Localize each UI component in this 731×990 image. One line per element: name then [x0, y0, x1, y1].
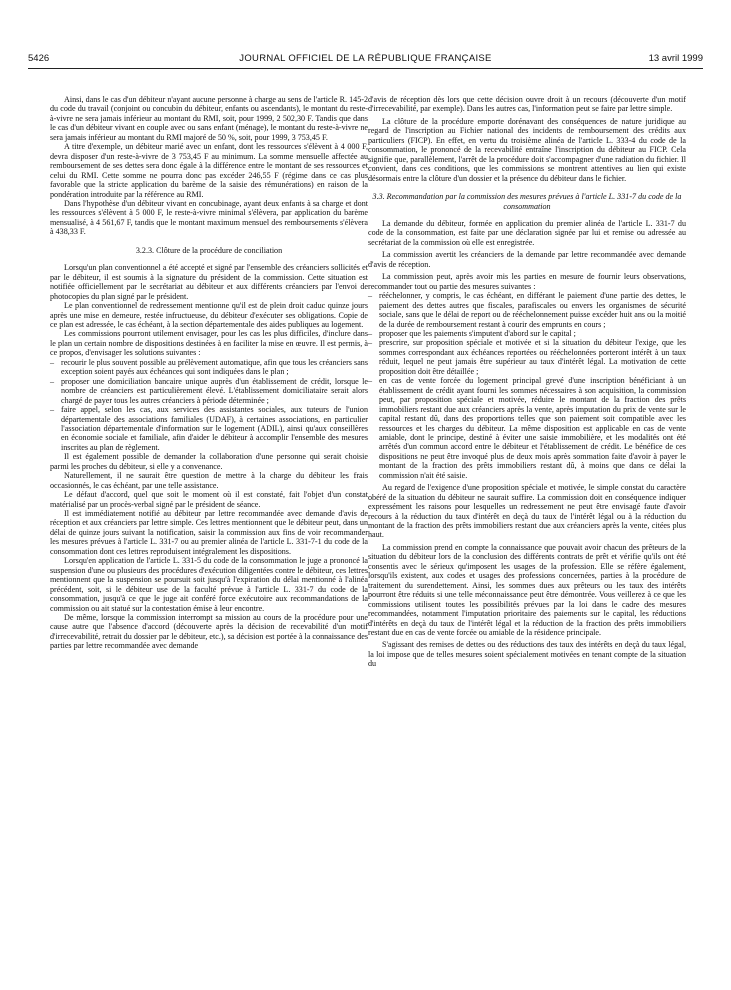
- paragraph: Dans l'hypothèse d'un débiteur vivant en concubinage, ayant deux enfants à sa charge et dont les ressources s'élèvent à 5 000 F, le reste-à-vivre minimal s'élèvera, par application du barème mensualisé, à 4 561,67 F, tandis que le montant maximum mensuel des remboursements s'élèvera à 438,33 F.: [50, 198, 368, 237]
- list-item: – rééchelonner, y compris, le cas échéant, en différant le paiement d'une partie des dettes, le paiement des dettes autres que fiscales, parafiscales ou envers les organismes de sécurité sociale, sans que le délai de report ou de rééchelonnement puisse excéder huit ans ou la moitié de la durée de remboursement restant à courir des emprunts en cours ;: [368, 291, 686, 329]
- paragraph: Au regard de l'exigence d'une proposition spéciale et motivée, le simple constat du caractère obéré de la situation du débiteur ne saurait suffire. La commission doit en conséquence indiquer expressément les raisons pour lesquelles un redressement ne peut être envisagé faute d'avoir recours à la réduction du taux d'intérêt en deçà du taux de l'intérêt légal ou à la réduction du montant de la fraction des prêts immobiliers restant due aux créanciers après la vente, citées plus haut.: [368, 483, 686, 540]
- paragraph: Les commissions pourront utilement envisager, pour les cas les plus difficiles, d'inclure dans le plan un certain nombre de dispositions destinées à en faciliter la mise en œuvre. Il est permis, à ce propos, d'envisager les solutions suivantes :: [50, 329, 368, 358]
- left-column: [50, 95, 368, 651]
- paragraph: La commission peut, après avoir mis les parties en mesure de fournir leurs observations, recommander tout ou partie des mesures suivantes :: [368, 272, 686, 291]
- paragraph: Il est également possible de demander la collaboration d'une personne qui serait choisie parmi les proches du débiteur, si elle y a convenance.: [50, 452, 368, 471]
- page-header: [28, 48, 703, 69]
- list-item: – en cas de vente forcée du logement principal grevé d'une inscription bénéficiant à un établissement de crédit ayant fourni les sommes nécessaires à son acquisition, la commission peut, par proposition spéciale et motivée, réduire le montant de la fraction des prêts immobiliers restant due aux créanciers après la vente, après imputation du prix de vente sur le capital restant dû, dans des proportions telles que son paiement soit compatible avec les ressources et les charges du débiteur. La même disposition est applicable en cas de vente amiable, dont le principe, destiné à éviter une saisie immobilière, et les modalités ont été arrêtés d'un commun accord entre le débiteur et l'établissement de crédit. Le bénéfice de ces dispositions ne peut être invoqué plus de deux mois après sommation faite d'avoir à payer le montant de la fraction des prêts immobiliers restant dû, à moins que dans ce délai la commission n'ait été saisie.: [368, 376, 686, 480]
- paragraph: Le défaut d'accord, quel que soit le moment où il est constaté, fait l'objet d'un constat matérialisé par un procès-verbal signé par le président de séance.: [50, 490, 368, 509]
- paragraph: Il est immédiatement notifié au débiteur par lettre recommandée avec demande d'avis de réception et aux créanciers par lettre simple. Ces lettres mentionnent que le débiteur peut, dans un délai de quinze jours suivant la notification, saisir la commission aux fins de voir recommander les mesures prévues à l'article L. 331-7 ou au premier alinéa de l'article L. 331-7-1 du code de la consommation dont ces lettres reproduisent intégralement les dispositions.: [50, 509, 368, 556]
- list-item: – prescrire, sur proposition spéciale et motivée et si la situation du débiteur l'exige, que les sommes correspondant aux échéances reportées ou rééchelonnées porteront intérêt à un taux réduit, lequel ne peut jamais être supérieur au taux d'intérêt légal. La motivation de cette proposition doit être détaillée ;: [368, 338, 686, 376]
- list-item: – faire appel, selon les cas, aux services des assistantes sociales, aux tuteurs de l'union départementale des associations familiales (UDAF), à certaines associations, en particulier l'association départementale d'information sur le logement (ADIL), ainsi qu'aux conseillères en économie sociale et familiale, afin d'aider le débiteur à accomplir l'ensemble des mesures inscrites au plan de règlement.: [50, 405, 368, 452]
- paragraph: La demande du débiteur, formée en application du premier alinéa de l'article L. 331-7 du code de la consommation, est faite par une déclaration signée par lui et remise ou adressée au secrétariat de la commission où elle est enregistrée.: [368, 218, 686, 247]
- paragraph: Ainsi, dans le cas d'un débiteur n'ayant aucune personne à charge au sens de l'article R. 145-2 du code du travail (conjoint ou concubin du débiteur, enfants ou ascendants), le montant du reste-à-vivre ne sera jamais inférieur au montant du RMI, soit, pour 1999, 2 502,30 F. Tandis que dans le cas d'un débiteur vivant en couple avec ou sans enfant (ménage), le montant du reste-à-vivre ne sera jamais inférieur au montant du RMI majoré de 50 %, soit, pour 1999, 3 753,45 F.: [50, 95, 368, 142]
- paragraph: S'agissant des remises de dettes ou des réductions des taux des intérêts en deçà du taux légal, la loi impose que de telles mesures soient spécialement motivées en tenant compte de la situation du: [368, 640, 686, 669]
- paragraph: La commission avertit les créanciers de la demande par lettre recommandée avec demande d'avis de réception.: [368, 250, 686, 269]
- paragraph: d'avis de réception dès lors que cette décision ouvre droit à un recours (découverte d'un motif d'irrecevabilité, par exemple). Dans les autres cas, l'information peut se faire par lettre simple.: [368, 95, 686, 114]
- paragraph: La commission prend en compte la connaissance que pouvait avoir chacun des prêteurs de la situation du débiteur lors de la conclusion des différents contrats de prêt et vérifie qu'ils ont été consentis avec le sérieux qu'imposent les usages de la profession. Elle se réfère également, lorsqu'ils existent, aux codes et usages des professions concernées, parties à la procédure de traitement du surendettement. Ainsi, les sommes dues aux prêteurs ou les taux des intérêts pourront être réduits si une telle méconnaissance peut être démontrée. Vous veillerez à ce que les commissions utilisent toutes les possibilités prévues par la loi dans le cadre des mesures recommandées, notamment l'imputation prioritaire des paiements sur le capital, les réductions d'intérêts en deçà du taux de l'intérêt légal et la réduction de la fraction des prêts immobiliers restant due en cas de vente forcée ou amiable de la résidence principale.: [368, 542, 686, 638]
- list-item: – proposer que les paiements s'imputent d'abord sur le capital ;: [368, 329, 686, 338]
- list-item: – proposer une domiciliation bancaire unique auprès d'un établissement de crédit, lorsque le nombre de créanciers est particulièrement élevé. L'établissement domiciliataire serait alors chargé de payer tous les autres créanciers à période déterminée ;: [50, 377, 368, 405]
- paragraph: Le plan conventionnel de redressement mentionne qu'il est de plein droit caduc quinze jours après une mise en demeure, restée infructueuse, du débiteur d'exécuter ses obligations. Copie de ce plan est adressée, le cas échéant, à la section départementale des aides publiques au logement.: [50, 301, 368, 329]
- publication-date: 13 avril 1999: [648, 53, 703, 64]
- right-column: [368, 95, 686, 669]
- solutions-list: [50, 358, 368, 453]
- paragraph: Lorsqu'un plan conventionnel a été accepté et signé par l'ensemble des créanciers sollicités et par le débiteur, il est soumis à la signature du président de la commission. Cette situation est notifiée officiellement par le secrétariat au débiteur et aux différents créanciers par l'envoi de photocopies du plan signé par le président.: [50, 263, 368, 301]
- journal-title: JOURNAL OFFICIEL DE LA RÉPUBLIQUE FRANÇAISE: [239, 53, 492, 64]
- paragraph: La clôture de la procédure emporte dorénavant des conséquences de nature juridique au regard de l'inscription au Fichier national des incidents de remboursement des crédits aux particuliers (FICP). En effet, en vertu du troisième alinéa de l'article L. 333-4 du code de la consommation, le prononcé de la recevabilité entraîne l'inscription du débiteur au FICP. Cela signifie que, parallèlement, l'arrêt de la procédure doit s'accompagner d'une radiation du fichier. Il convient, dans ces conditions, que les commissions se montrent attentives au lien qui existe désormais entre la clôture d'un dossier et la présence du débiteur dans le fichier.: [368, 116, 686, 183]
- section-heading: 3.2.3. Clôture de la procédure de conciliation: [135, 245, 283, 255]
- section-heading: 3.3. Recommandation par la commission des mesures prévues à l'article L. 331-7 du code de la consommation: [372, 192, 682, 211]
- paragraph: A titre d'exemple, un débiteur marié avec un enfant, dont les ressources s'élèvent à 4 000 F, devra disposer d'un reste-à-vivre de 3 753,45 F au minimum. La somme mensuelle affectée au remboursement de ses dettes sera donc égale à la différence entre le montant de ses ressources et celui du RMI. Cette somme ne pourra donc pas excéder 246,55 F (régime dans ce cas plus favorable que la stricte application du barème de la saisie des rémunérations) en raison de la pondération introduite par la référence au RMI.: [50, 142, 368, 199]
- paragraph: De même, lorsque la commission interrompt sa mission au cours de la procédure pour une cause autre que l'absence d'accord (découverte après la décision de recevabilité d'un motif d'irrecevabilité, retrait du dossier par le débiteur, etc.), sa décision est portée à la connaissance des parties par lettre recommandée avec demande: [50, 613, 368, 651]
- paragraph: Lorsqu'en application de l'article L. 331-5 du code de la consommation le juge a prononcé la suspension d'une ou plusieurs des procédures d'exécution diligentées contre le débiteur, ces lettres mentionnent que la suspension se poursuit soit jusqu'à l'expiration du délai mentionné à l'alinéa précédent, soit, si le débiteur use de la faculté prévue à l'article L. 331-7 du code de la consommation, jusqu'à ce que le juge ait conféré force exécutoire aux recommandations de la commission ou ait statué sur la contestation émise à leur encontre.: [50, 556, 368, 613]
- list-item: – recourir le plus souvent possible au prélèvement automatique, afin que tous les créanciers sans exception soient payés aux échéances qui sont indiquées dans le plan ;: [50, 358, 368, 377]
- measures-list: [368, 291, 686, 480]
- page-number: 5426: [28, 53, 50, 64]
- paragraph: Naturellement, il ne saurait être question de mettre à la charge du débiteur les frais occasionnés, le cas échéant, par une telle assistance.: [50, 471, 368, 490]
